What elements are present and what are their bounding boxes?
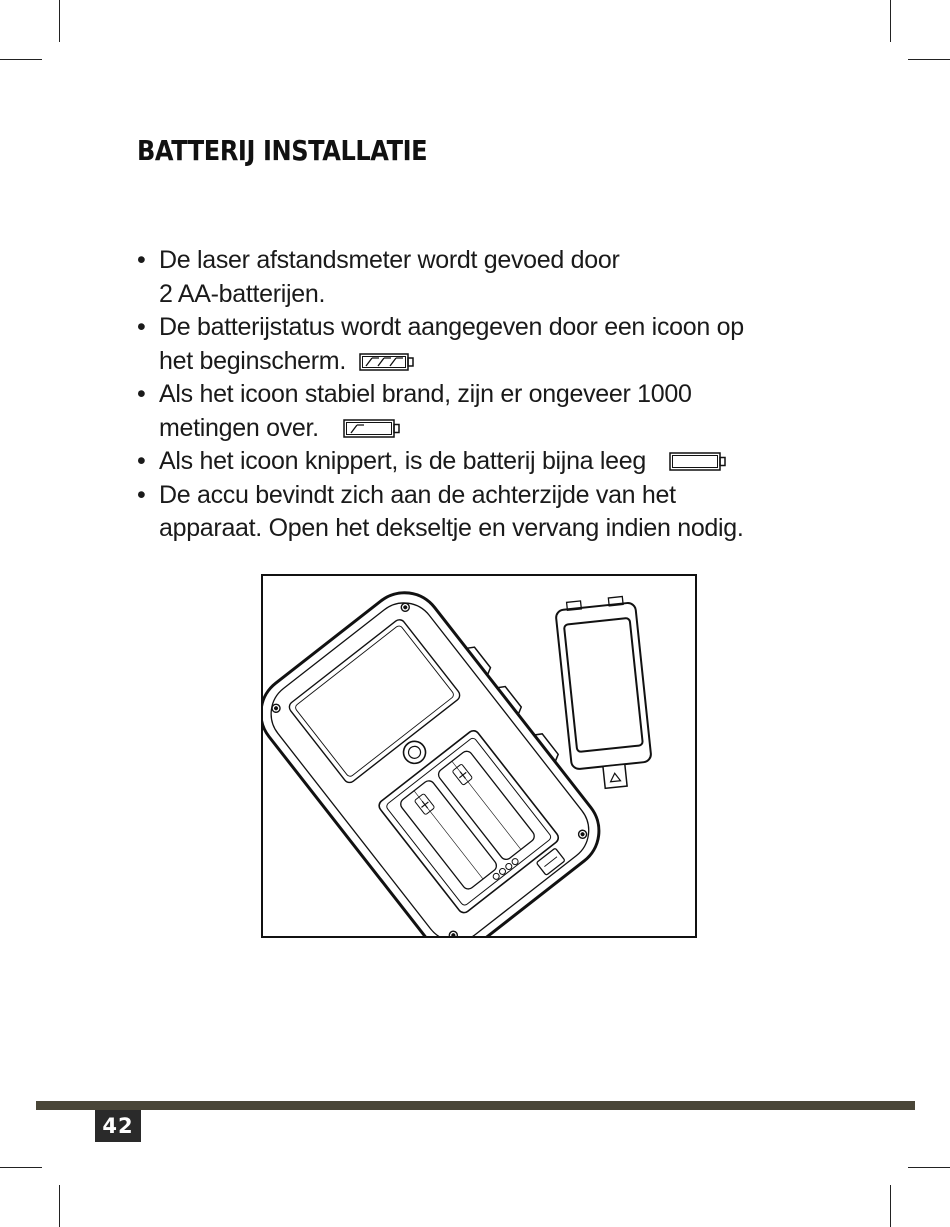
- bullet-marker: •: [137, 480, 146, 509]
- battery-low-icon: [343, 418, 403, 440]
- bullet-text-line: De laser afstandsmeter wordt gevoed door: [159, 246, 620, 274]
- list-item: [137, 244, 797, 311]
- bullet-text-line: Als het icoon knippert, is de batterij bijna leeg: [159, 447, 646, 475]
- bullet-text-line: apparaat. Open het dekseltje en vervang indien nodig.: [159, 514, 744, 542]
- crop-mark-top-left: [59, 0, 60, 42]
- crop-mark-bottom-right-h: [908, 1167, 950, 1168]
- bullet-marker: •: [137, 447, 146, 475]
- footer-bar: [36, 1101, 915, 1110]
- crop-mark-bottom-left: [59, 1185, 60, 1227]
- bullet-text-line: metingen over.: [159, 413, 319, 442]
- battery-full-icon: [359, 352, 415, 372]
- bullet-marker: •: [137, 313, 146, 341]
- list-item: [137, 311, 797, 378]
- list-item: [137, 445, 797, 479]
- battery-compartment-illustration: [263, 576, 695, 936]
- bullet-text-line: De batterijstatus wordt aangegeven door een icoon op: [159, 313, 744, 341]
- section-title: BATTERIJ INSTALLATIE: [137, 134, 428, 167]
- bullet-text-line: 2 AA-batterijen.: [159, 279, 326, 308]
- bullet-text-line: het beginscherm.: [159, 346, 346, 375]
- list-item: [137, 378, 797, 445]
- list-item: [137, 479, 797, 546]
- crop-mark-bottom-right: [890, 1185, 891, 1227]
- battery-polarity-label: +: [415, 795, 435, 815]
- bullet-text-line: Als het icoon stabiel brand, zijn er ongeveer 1000: [159, 380, 692, 408]
- crop-mark-top-left-h: [0, 59, 42, 60]
- crop-mark-top-right: [890, 0, 891, 42]
- crop-mark-top-right-h: [908, 59, 950, 60]
- bullet-marker: •: [137, 380, 146, 408]
- battery-empty-icon: [669, 451, 727, 473]
- battery-polarity-label: +: [453, 765, 473, 786]
- page-number-badge: 42: [95, 1110, 141, 1142]
- bullet-list: [137, 244, 797, 546]
- bullet-marker: •: [137, 246, 146, 274]
- crop-mark-bottom-left-h: [0, 1167, 42, 1168]
- battery-compartment-figure: [261, 574, 697, 938]
- bullet-text-line: De accu bevindt zich aan de achterzijde van het: [159, 480, 676, 509]
